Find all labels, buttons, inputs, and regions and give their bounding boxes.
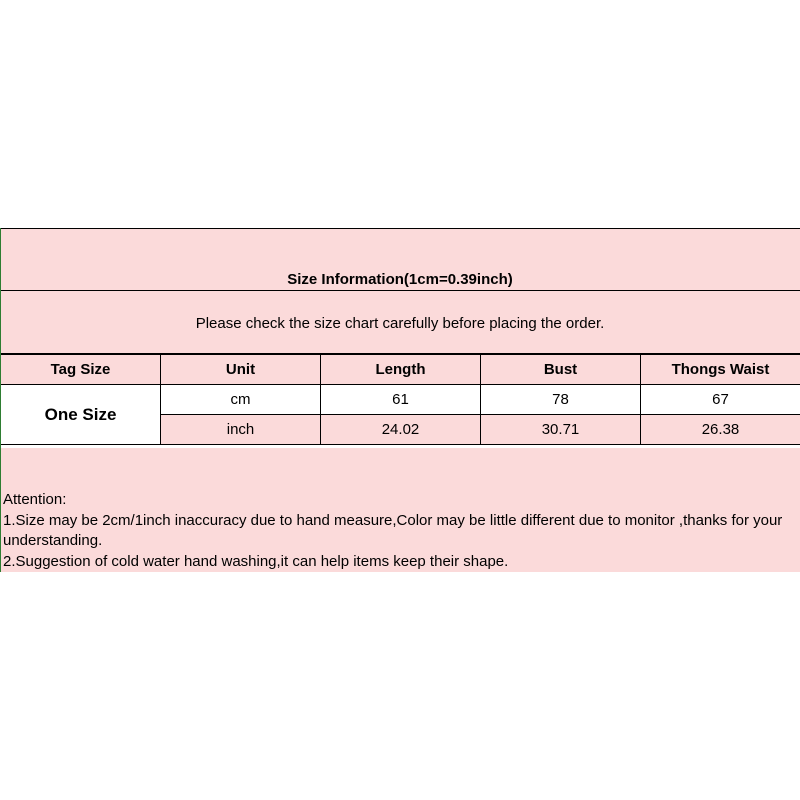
attention-line-1: 1.Size may be 2cm/1inch inaccuracy due to hand measure,Color may be little different due to monitor ,thanks for your understanding. bbox=[3, 511, 783, 549]
waist-cell: 67 bbox=[641, 385, 800, 415]
table-header-row bbox=[1, 355, 800, 385]
tag-size-cell: One Size bbox=[1, 385, 161, 445]
size-chart-note: Please check the size chart carefully before placing the order. bbox=[195, 315, 605, 332]
attention-line-2: 2.Suggestion of cold water hand washing,it can help items keep their shape. bbox=[3, 552, 509, 570]
header-bust: Bust bbox=[481, 355, 641, 385]
size-chart bbox=[0, 228, 800, 572]
table-row bbox=[1, 385, 800, 415]
unit-cell: cm bbox=[161, 385, 321, 415]
left-edge-line bbox=[0, 228, 1, 572]
attention-section bbox=[0, 448, 800, 572]
header-tag-size: Tag Size bbox=[1, 355, 161, 385]
attention-heading: Attention: bbox=[3, 491, 67, 508]
length-cell: 61 bbox=[321, 385, 481, 415]
note-row bbox=[0, 291, 800, 354]
size-table bbox=[0, 354, 800, 445]
bust-cell: 78 bbox=[481, 385, 641, 415]
title-row bbox=[0, 229, 800, 291]
size-chart-title: Size Information(1cm=0.39inch) bbox=[287, 271, 513, 288]
bust-cell: 30.71 bbox=[481, 415, 641, 445]
header-thongs-waist: Thongs Waist bbox=[641, 355, 800, 385]
length-cell: 24.02 bbox=[321, 415, 481, 445]
unit-cell: inch bbox=[161, 415, 321, 445]
waist-cell: 26.38 bbox=[641, 415, 800, 445]
header-unit: Unit bbox=[161, 355, 321, 385]
header-length: Length bbox=[321, 355, 481, 385]
